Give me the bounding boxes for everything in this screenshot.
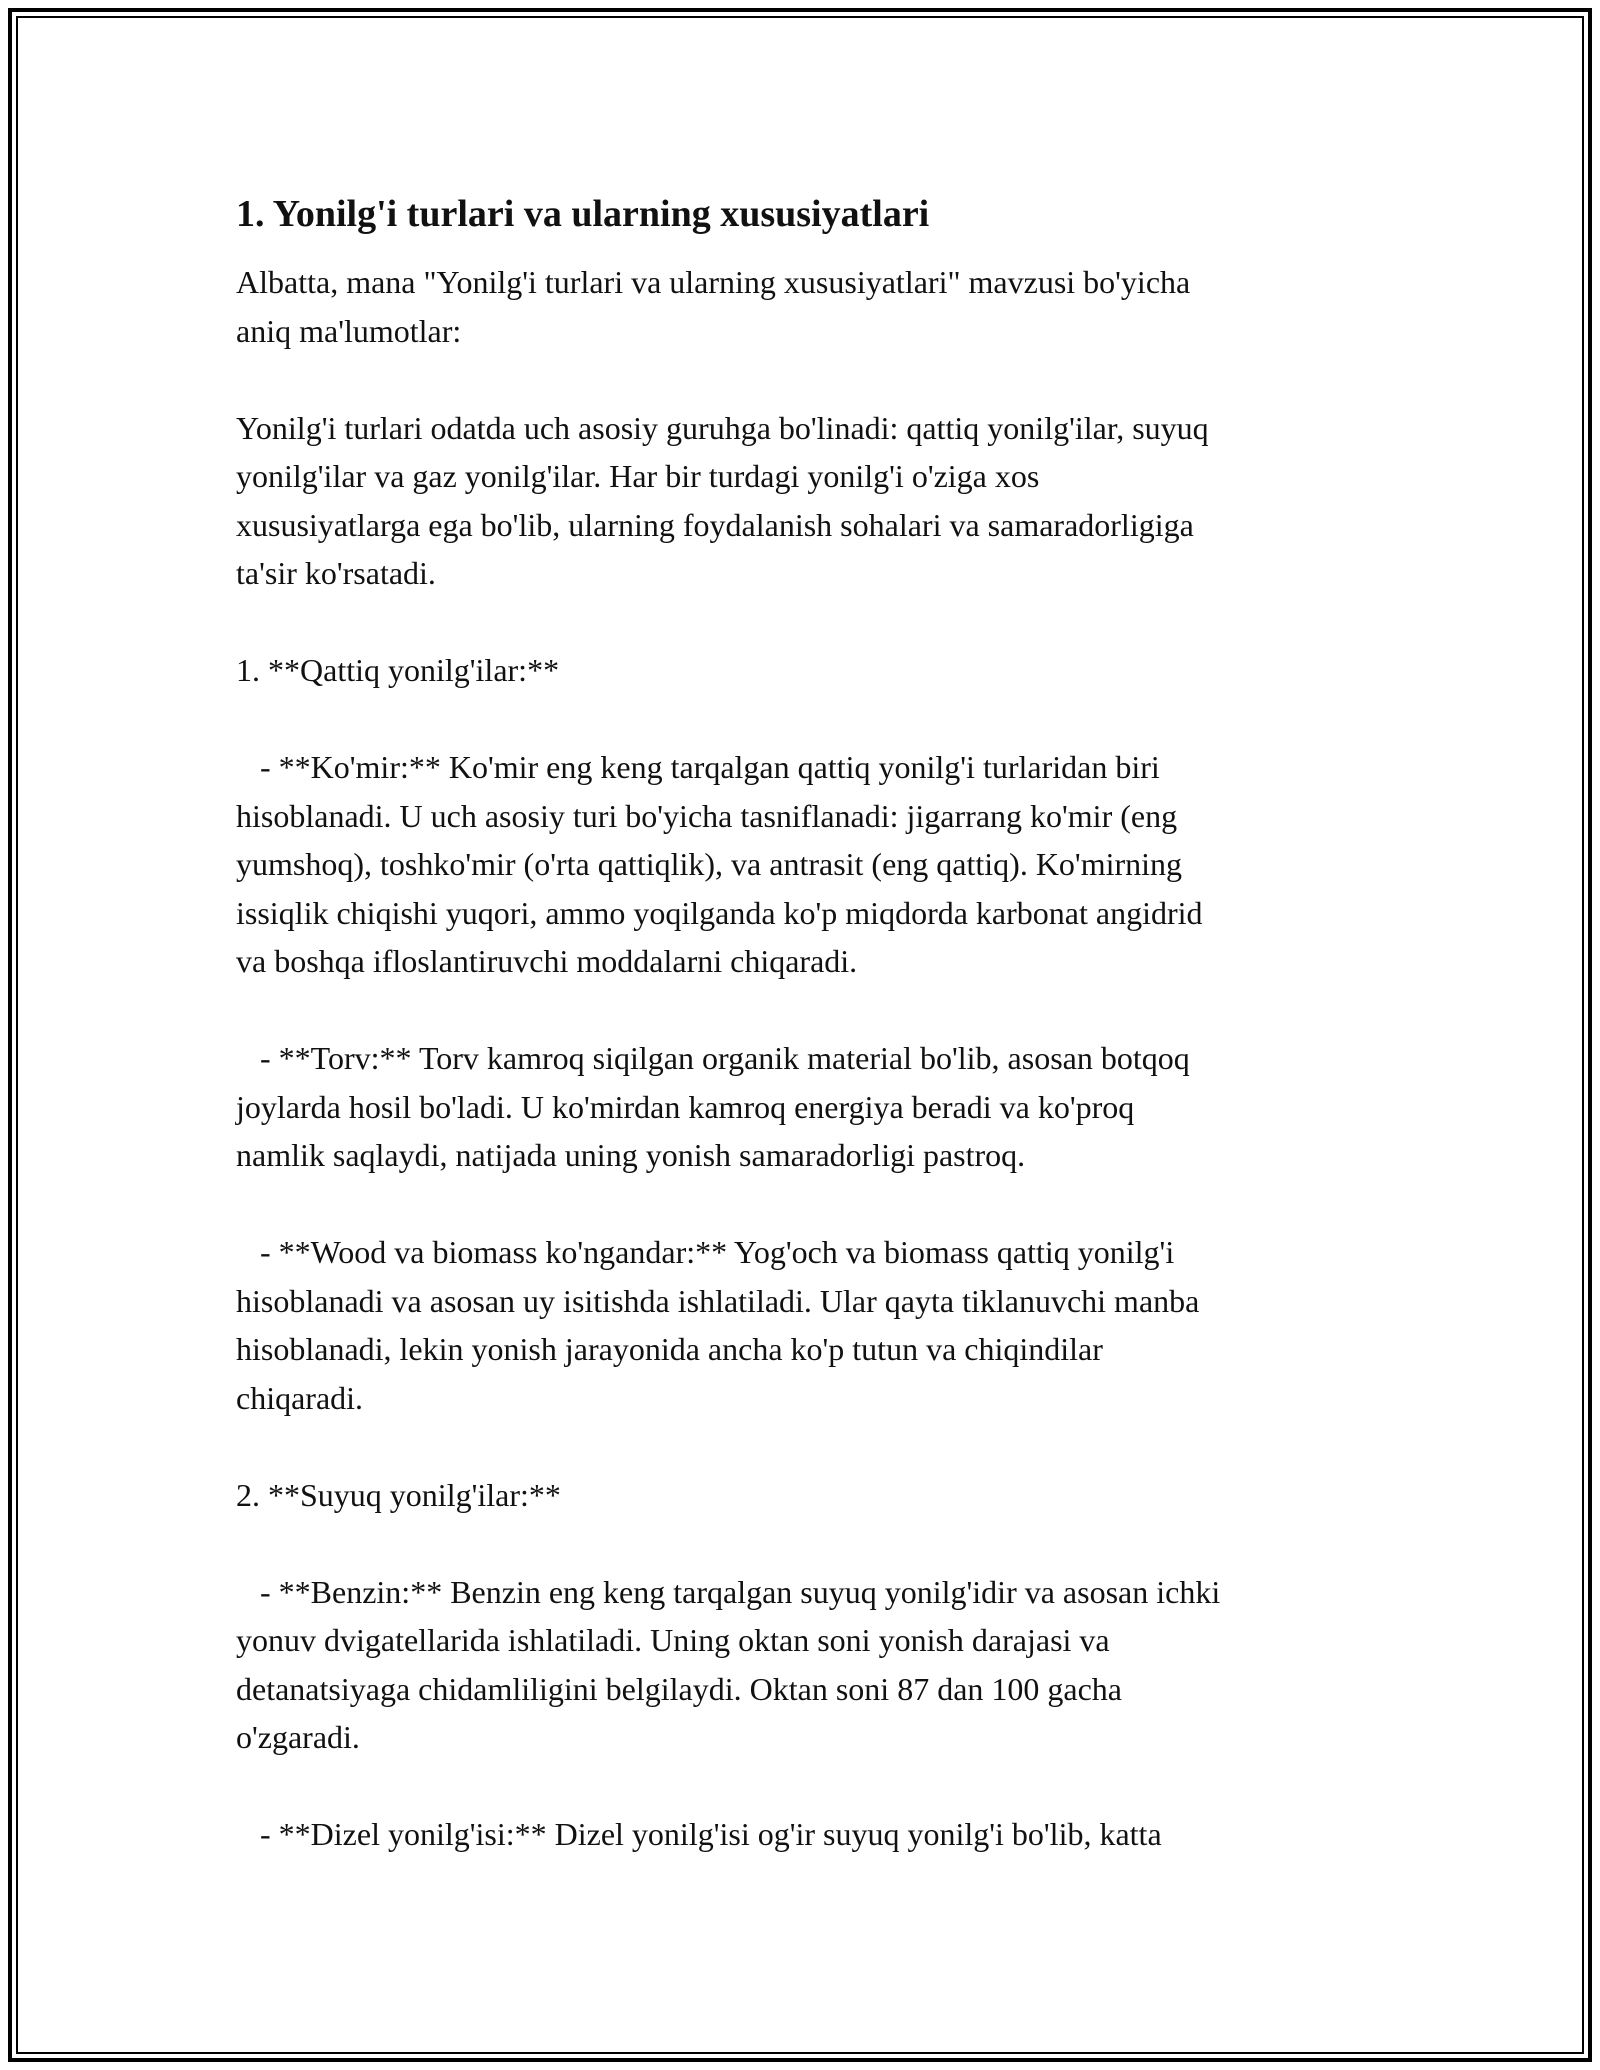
section-heading-liquid-fuels: 2. **Suyuq yonilg'ilar:**	[236, 1476, 561, 1513]
paragraph-gap	[236, 1519, 1376, 1568]
document-heading: 1. Yonilg'i turlari va ularning xususiyatlari	[236, 193, 930, 235]
paragraph-gap	[236, 1180, 1376, 1229]
document-body	[236, 188, 1376, 1859]
list-item-wood-biomass: - **Wood va biomass ko'ngandar:** Yog'och va biomass qattiq yonilg'i hisoblanadi va asosan uy isitishda ishlatiladi. Ular qayta tiklanuvchi manba hisoblanadi, lekin yonish jarayonida ancha ko'p tutun va chiqindilar chiqaradi.	[236, 1234, 1200, 1416]
list-item-gasoline: - **Benzin:** Benzin eng keng tarqalgan suyuq yonilg'idir va asosan ichki yonuv dvigatellarida ishlatiladi. Uning oktan soni yonish darajasi va detanatsiyaga chidamliligini belgilaydi. Oktan soni 87 dan 100 gacha o'zgaradi.	[236, 1573, 1221, 1755]
paragraph-gap	[236, 355, 1376, 404]
paragraph-gap	[236, 598, 1376, 647]
list-item-diesel: - **Dizel yonilg'isi:** Dizel yonilg'isi og'ir suyuq yonilg'i bo'lib, katta	[236, 1816, 1162, 1852]
paragraph-gap	[236, 986, 1376, 1035]
list-item-coal: - **Ko'mir:** Ko'mir eng keng tarqalgan qattiq yonilg'i turlaridan biri hisoblanadi. U uch asosiy turi bo'yicha tasniflanadi: jigarrang ko'mir (eng yumshoq), toshko'mir (o'rta qattiqlik), va antrasit (eng qattiq). Ko'mirning issiqlik chiqishi yuqori, ammo yoqilganda ko'p miqdorda karbonat angidrid va boshqa ifloslantiruvchi moddalarni chiqaradi.	[236, 749, 1203, 979]
list-item-peat: - **Torv:** Torv kamroq siqilgan organik material bo'lib, asosan botqoq joylarda hosil bo'ladi. U ko'mirdan kamroq energiya beradi va ko'proq namlik saqlaydi, natijada uning yonish samaradorligi pastroq.	[236, 1040, 1190, 1173]
overview-paragraph: Yonilg'i turlari odatda uch asosiy guruhga bo'linadi: qattiq yonilg'ilar, suyuq yonilg'ilar va gaz yonilg'ilar. Har bir turdagi yonilg'i o'ziga xos xususiyatlarga ega bo'lib, ularning foydalanish sohalari va samaradorligiga ta'sir ko'rsatadi.	[236, 409, 1209, 591]
intro-paragraph: Albatta, mana "Yonilg'i turlari va ularning xususiyatlari" mavzusi bo'yicha aniq ma'lumotlar:	[236, 264, 1191, 349]
paragraph-gap	[236, 1762, 1376, 1811]
paragraph-gap	[236, 695, 1376, 744]
paragraph-gap	[236, 1422, 1376, 1471]
section-heading-solid-fuels: 1. **Qattiq yonilg'ilar:**	[236, 652, 560, 688]
